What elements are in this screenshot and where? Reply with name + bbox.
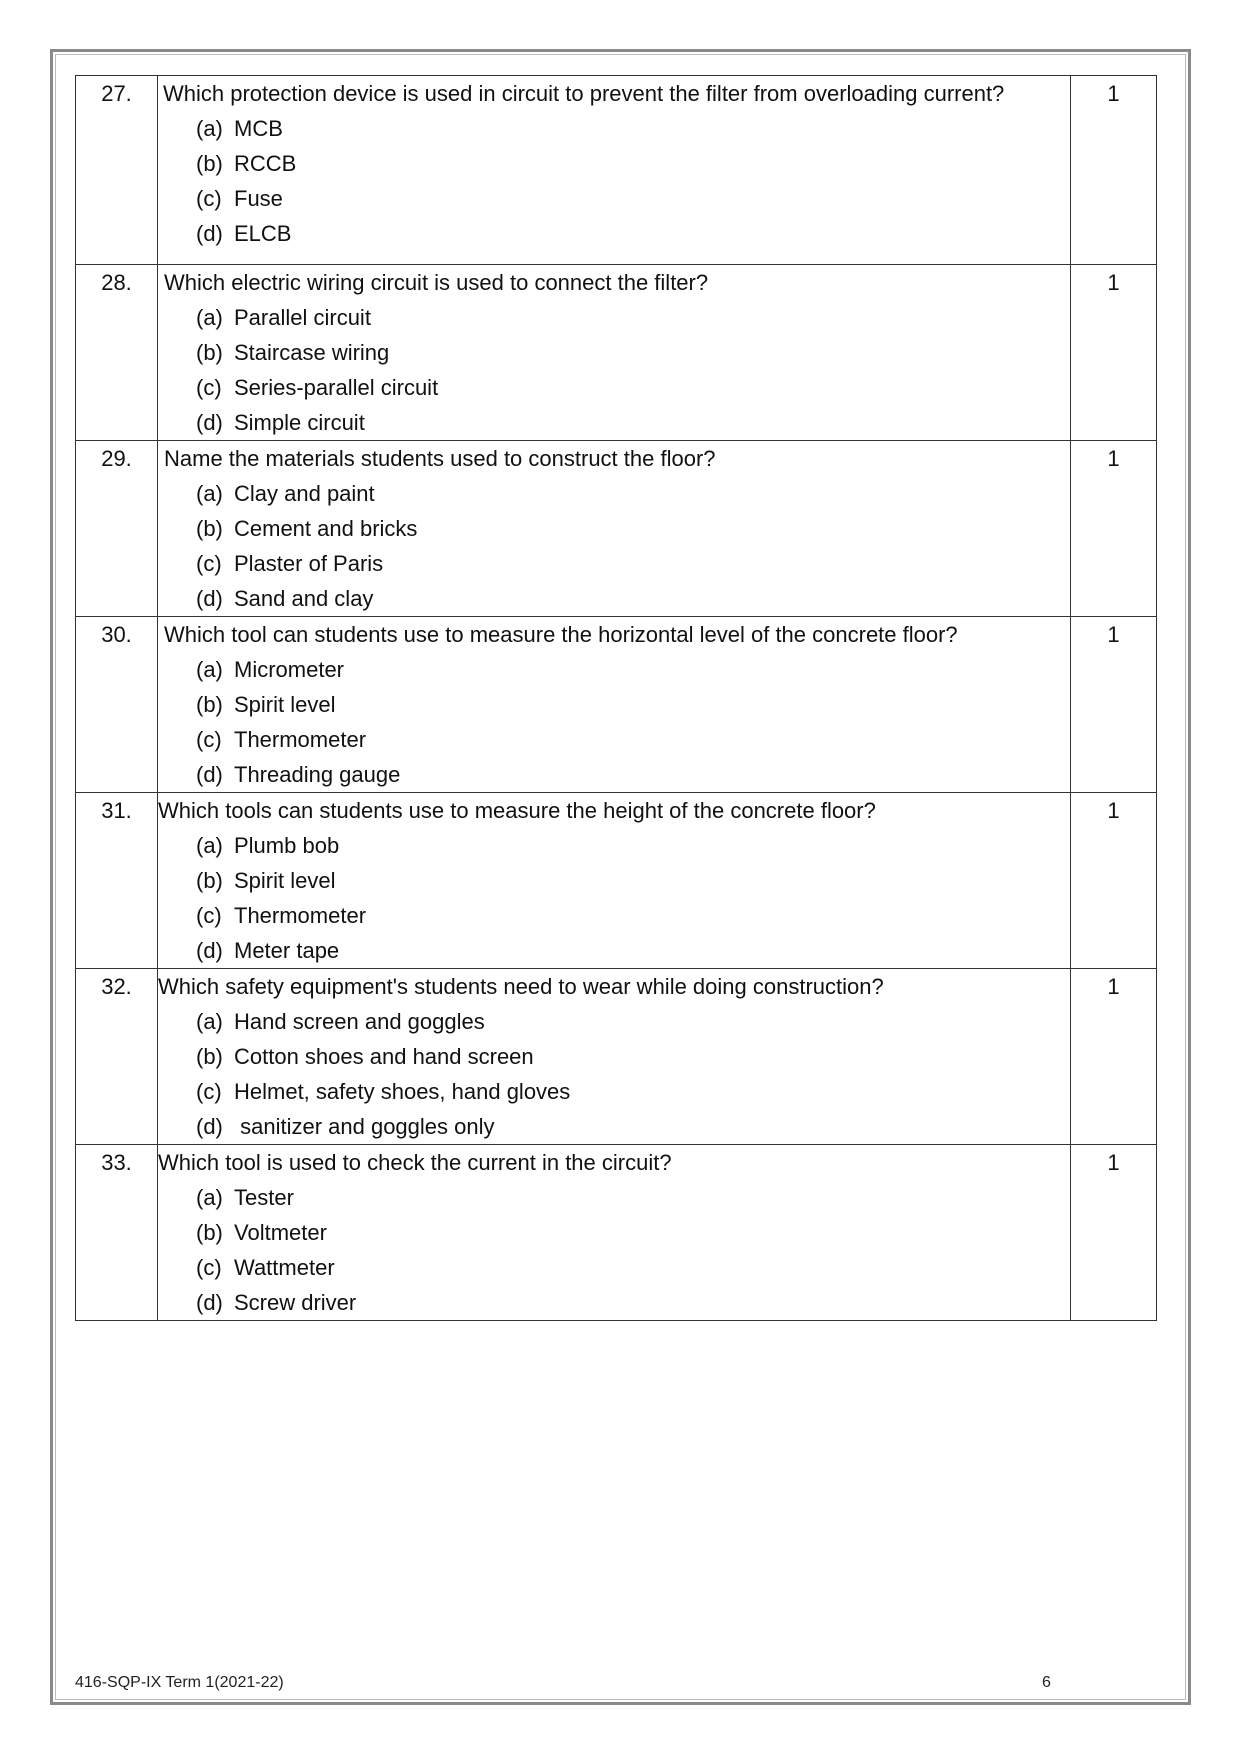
option-label: (b) [196, 516, 223, 541]
option [196, 181, 1070, 216]
marks-cell: 1 [1071, 76, 1157, 265]
option-label: (a) [196, 481, 223, 506]
option [196, 1039, 1070, 1074]
option [196, 933, 1070, 968]
question-row [76, 265, 1157, 441]
option [196, 757, 1070, 792]
option [196, 1109, 1070, 1144]
question-number: 29. [76, 441, 158, 617]
option-label: (d) [196, 410, 223, 435]
option [196, 476, 1070, 511]
question-text: Which protection device is used in circuit to prevent the filter from overloading current? [163, 81, 1005, 106]
option [196, 1250, 1070, 1285]
footer-paper-code: 416-SQP-IX Term 1(2021-22) [75, 1674, 284, 1691]
option [196, 1004, 1070, 1039]
question-text: Which safety equipment's students need to wear while doing construction? [158, 974, 884, 999]
option-text: Clay and paint [234, 481, 375, 506]
option [196, 1215, 1070, 1250]
option-text: Helmet, safety shoes, hand gloves [234, 1079, 571, 1104]
option-label: (d) [196, 762, 223, 787]
option-text: Fuse [234, 186, 283, 211]
question-number: 28. [76, 265, 158, 441]
option-label: (b) [196, 1044, 223, 1069]
question-text: Which tool can students use to measure the horizontal level of the concrete floor? [164, 622, 958, 647]
option-text: Series-parallel circuit [234, 375, 439, 400]
question-cell [158, 1145, 1071, 1321]
options-list [158, 652, 1070, 792]
option-text: Cotton shoes and hand screen [234, 1044, 534, 1069]
option-label: (a) [196, 1009, 223, 1034]
question-cell [158, 265, 1071, 441]
question-cell [158, 441, 1071, 617]
option-label: (c) [196, 375, 222, 400]
option-text: Thermometer [234, 727, 367, 752]
options-list [158, 1004, 1070, 1144]
question-cell [158, 793, 1071, 969]
option [196, 652, 1070, 687]
option-label: (c) [196, 727, 222, 752]
option [196, 581, 1070, 616]
option-label: (a) [196, 657, 223, 682]
option [196, 722, 1070, 757]
question-text: Which electric wiring circuit is used to connect the filter? [164, 270, 709, 295]
option [196, 546, 1070, 581]
question-number: 33. [76, 1145, 158, 1321]
options-list [158, 300, 1070, 440]
option [196, 898, 1070, 933]
option-label: (d) [196, 938, 223, 963]
marks-cell: 1 [1071, 969, 1157, 1145]
question-number: 32. [76, 969, 158, 1145]
question-row [76, 441, 1157, 617]
question-cell [158, 76, 1071, 265]
option-text: Cement and bricks [234, 516, 418, 541]
option-label: (a) [196, 833, 223, 858]
option-label: (c) [196, 1255, 222, 1280]
option-text: Thermometer [234, 903, 367, 928]
question-number: 31. [76, 793, 158, 969]
option-label: (b) [196, 340, 223, 365]
option-text: sanitizer and goggles only [234, 1114, 495, 1139]
marks-cell: 1 [1071, 265, 1157, 441]
option-text: Micrometer [234, 657, 345, 682]
option [196, 687, 1070, 722]
options-list [158, 1180, 1070, 1320]
option [196, 828, 1070, 863]
option-text: Plumb bob [234, 833, 340, 858]
option [196, 1180, 1070, 1215]
option [196, 370, 1070, 405]
options-list [158, 111, 1070, 251]
option-label: (d) [196, 1114, 223, 1139]
option-label: (b) [196, 1220, 223, 1245]
option-label: (a) [196, 305, 223, 330]
option-text: Spirit level [234, 692, 336, 717]
marks-cell: 1 [1071, 793, 1157, 969]
option-label: (d) [196, 586, 223, 611]
option [196, 511, 1070, 546]
option-text: Threading gauge [234, 762, 401, 787]
marks-cell: 1 [1071, 617, 1157, 793]
option-text: Plaster of Paris [234, 551, 384, 576]
option-text: MCB [234, 116, 283, 141]
option-text: Parallel circuit [234, 305, 371, 330]
option-label: (c) [196, 551, 222, 576]
option [196, 405, 1070, 440]
option-label: (d) [196, 221, 223, 246]
option-text: Voltmeter [234, 1220, 327, 1245]
marks-cell: 1 [1071, 441, 1157, 617]
footer-page-number: 6 [1042, 1674, 1051, 1691]
question-text: Which tool is used to check the current in the circuit? [158, 1150, 672, 1175]
option-text: ELCB [234, 221, 292, 246]
option-label: (c) [196, 903, 222, 928]
option-label: (b) [196, 868, 223, 893]
option [196, 146, 1070, 181]
option-text: Hand screen and goggles [234, 1009, 485, 1034]
question-text: Which tools can students use to measure the height of the concrete floor? [158, 798, 876, 823]
option-label: (b) [196, 692, 223, 717]
option [196, 863, 1070, 898]
question-cell [158, 969, 1071, 1145]
option-text: Spirit level [234, 868, 336, 893]
options-list [158, 828, 1070, 968]
option-text: Sand and clay [234, 586, 374, 611]
option-label: (c) [196, 186, 222, 211]
question-row [76, 1145, 1157, 1321]
question-row [76, 76, 1157, 265]
option [196, 335, 1070, 370]
question-cell [158, 617, 1071, 793]
options-list [158, 476, 1070, 616]
option-text: Screw driver [234, 1290, 357, 1315]
option [196, 300, 1070, 335]
question-number: 30. [76, 617, 158, 793]
marks-cell: 1 [1071, 1145, 1157, 1321]
option [196, 111, 1070, 146]
option-text: Simple circuit [234, 410, 365, 435]
option-label: (b) [196, 151, 223, 176]
option [196, 216, 1070, 251]
option-label: (a) [196, 116, 223, 141]
option-label: (c) [196, 1079, 222, 1104]
question-row [76, 793, 1157, 969]
option-label: (a) [196, 1185, 223, 1210]
option-label: (d) [196, 1290, 223, 1315]
option-text: Staircase wiring [234, 340, 390, 365]
option [196, 1285, 1070, 1320]
option [196, 1074, 1070, 1109]
question-row [76, 617, 1157, 793]
question-table [75, 75, 1157, 1321]
option-text: Tester [234, 1185, 294, 1210]
option-text: Wattmeter [234, 1255, 335, 1280]
question-row [76, 969, 1157, 1145]
option-text: Meter tape [234, 938, 340, 963]
option-text: RCCB [234, 151, 297, 176]
question-number: 27. [76, 76, 158, 265]
question-text: Name the materials students used to construct the floor? [164, 446, 716, 471]
